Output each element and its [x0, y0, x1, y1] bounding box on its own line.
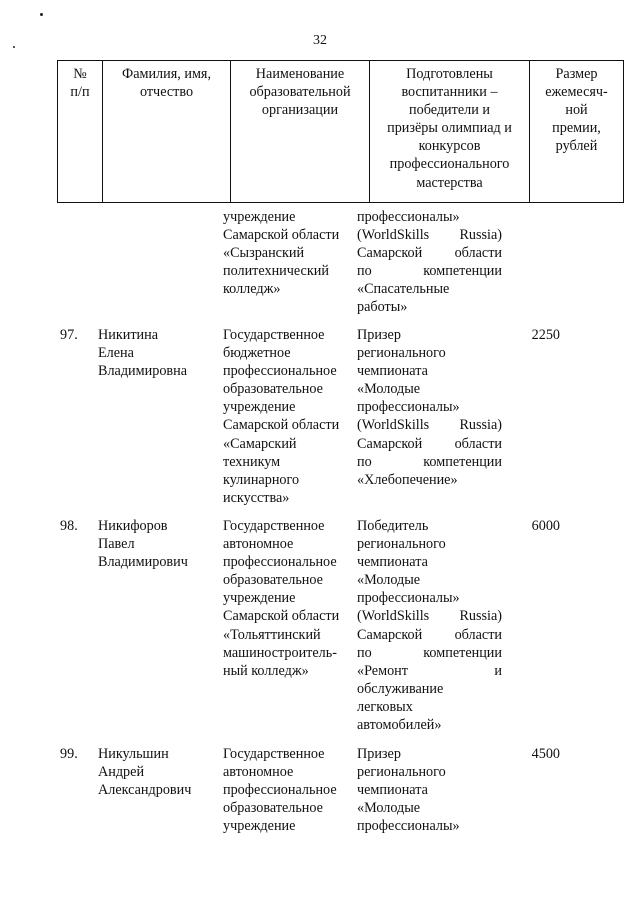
cell-line: профессиональное: [223, 363, 337, 380]
cell-word: Самарской: [357, 626, 423, 643]
cell-line: «Молодые: [357, 572, 421, 589]
cell-line: «Тольяттинский: [223, 626, 321, 643]
row-full-name: [98, 517, 220, 571]
cell-line: Владимировна: [98, 363, 187, 380]
cell-line: [357, 644, 502, 662]
cell-line: Елена: [98, 345, 134, 362]
cell-line: «Сызранский: [223, 245, 305, 262]
header-line: ежемесяч-: [545, 84, 608, 101]
cell-line: техникум: [223, 453, 281, 470]
cell-word: компетенции: [423, 263, 502, 280]
header-line: мастерства: [416, 174, 483, 191]
cell-line: профессиональное: [223, 554, 337, 571]
row-full-name: [98, 326, 220, 380]
cell-line: регионального: [357, 536, 446, 553]
row-achievement: [357, 326, 502, 489]
page-number: 32: [313, 33, 327, 48]
cell-line: работы»: [357, 299, 408, 316]
cell-word: компетенции: [423, 644, 502, 661]
header-line: воспитанники –: [401, 84, 498, 101]
header-line: Фамилия, имя,: [121, 66, 211, 82]
cell-word: области: [454, 435, 502, 452]
cell-line: чемпионата: [357, 782, 428, 799]
header-line: призёры олимпиад и: [387, 120, 512, 137]
cell-line: обслуживание: [357, 680, 444, 697]
cell-line: образовательное: [223, 800, 323, 817]
cell-word: Russia): [459, 417, 502, 434]
header-row: [58, 61, 624, 203]
header-table: [57, 60, 624, 203]
scan-speck: [40, 13, 43, 16]
cell-line: чемпионата: [357, 554, 428, 571]
header-line: ной: [565, 102, 588, 119]
cell-line: образовательное: [223, 572, 323, 589]
cell-line: учреждение: [223, 399, 296, 416]
cell-word: по: [357, 263, 372, 280]
row-achievement: [357, 517, 502, 734]
header-bonus: [530, 61, 624, 203]
header-line: премии,: [552, 120, 601, 137]
cell-word: по: [357, 644, 372, 661]
cell-line: Призер: [357, 327, 401, 343]
cell-line: Государственное: [223, 518, 325, 534]
cell-line: профессионалы»: [357, 209, 460, 225]
cell-line: Самарской области: [223, 608, 340, 625]
cell-line: учреждение: [223, 209, 296, 225]
header-line: п/п: [70, 84, 90, 101]
cell-word: Russia): [459, 608, 502, 625]
cell-line: политехнический: [223, 263, 329, 280]
row-full-name: [98, 745, 220, 799]
header-line: №: [73, 66, 87, 82]
cell-line: [357, 453, 502, 471]
cell-line: «Самарский: [223, 435, 297, 452]
header-achievement: [370, 61, 530, 203]
cell-word: (WorldSkills: [357, 227, 430, 244]
cell-word: (WorldSkills: [357, 608, 430, 625]
cell-line: автономное: [223, 536, 294, 553]
row-bonus: 2250: [531, 327, 560, 343]
cell-line: Павел: [98, 536, 135, 553]
cell-line: [357, 662, 502, 680]
row-number: 99.: [60, 746, 78, 762]
cell-line: «Молодые: [357, 800, 421, 817]
header-line: Подготовлены: [406, 66, 493, 82]
cell-line: Самарской области: [223, 227, 340, 244]
row-bonus: 6000: [531, 518, 560, 534]
cell-line: колледж»: [223, 281, 281, 298]
cell-line: учреждение: [223, 590, 296, 607]
cell-line: регионального: [357, 764, 446, 781]
cell-line: регионального: [357, 345, 446, 362]
header-line: отчество: [139, 84, 194, 101]
cell-line: Владимирович: [98, 554, 188, 571]
row-organization: [223, 517, 351, 680]
cell-line: профессиональное: [223, 782, 337, 799]
row-number: 98.: [60, 518, 78, 534]
cell-line: бюджетное: [223, 345, 291, 362]
cell-line: учреждение: [223, 818, 296, 835]
header-org: [231, 61, 370, 203]
cell-line: [357, 435, 502, 453]
cell-word: по: [357, 453, 372, 470]
cell-line: [357, 262, 502, 280]
cell-line: Андрей: [98, 764, 145, 781]
header-line: Наименование: [255, 66, 345, 82]
cell-word: и: [494, 662, 502, 679]
cell-line: [357, 626, 502, 644]
cell-line: ный колледж»: [223, 662, 309, 679]
cell-word: Russia): [459, 227, 502, 244]
cell-line: [357, 226, 502, 244]
cell-word: компетенции: [423, 453, 502, 470]
cell-word: Самарской: [357, 245, 423, 262]
header-line: профессионального: [389, 156, 510, 173]
row-number: 97.: [60, 327, 78, 343]
header-line: организации: [261, 102, 339, 119]
cell-line: автономное: [223, 764, 294, 781]
row-organization: [223, 208, 351, 298]
row-achievement: [357, 208, 502, 317]
cell-line: [357, 607, 502, 625]
cell-line: образовательное: [223, 381, 323, 398]
row-organization: [223, 326, 351, 507]
cell-line: чемпионата: [357, 363, 428, 380]
header-line: рублей: [555, 138, 598, 155]
row-bonus: 4500: [531, 746, 560, 762]
cell-line: Самарской области: [223, 417, 340, 434]
row-organization: [223, 745, 351, 835]
cell-word: (WorldSkills: [357, 417, 430, 434]
cell-line: профессионалы»: [357, 818, 460, 835]
cell-line: [357, 416, 502, 434]
cell-line: «Молодые: [357, 381, 421, 398]
cell-line: Государственное: [223, 327, 325, 343]
header-num: [58, 61, 103, 203]
cell-word: области: [454, 245, 502, 262]
cell-line: «Хлебопечение»: [357, 471, 458, 488]
cell-word: Самарской: [357, 435, 423, 452]
cell-word: области: [454, 626, 502, 643]
row-achievement: [357, 745, 502, 835]
header-line: конкурсов: [418, 138, 481, 155]
cell-line: профессионалы»: [357, 399, 460, 416]
cell-line: Никульшин: [98, 746, 169, 762]
cell-line: Никифоров: [98, 518, 168, 534]
header-line: победители и: [409, 102, 490, 119]
cell-word: «Ремонт: [357, 662, 408, 679]
cell-line: «Спасательные: [357, 281, 450, 298]
header-line: образовательной: [249, 84, 351, 101]
cell-line: Призер: [357, 746, 401, 762]
cell-line: легковых: [357, 698, 413, 715]
cell-line: кулинарного: [223, 471, 300, 488]
cell-line: искусства»: [223, 489, 290, 506]
cell-line: Никитина: [98, 327, 159, 343]
cell-line: [357, 244, 502, 262]
header-name: [103, 61, 231, 203]
header-line: Размер: [555, 66, 598, 82]
cell-line: профессионалы»: [357, 590, 460, 607]
cell-line: машиностроитель-: [223, 644, 337, 661]
cell-line: Победитель: [357, 518, 429, 534]
cell-line: Государственное: [223, 746, 325, 762]
cell-line: Александрович: [98, 782, 192, 799]
cell-line: автомобилей»: [357, 717, 442, 734]
